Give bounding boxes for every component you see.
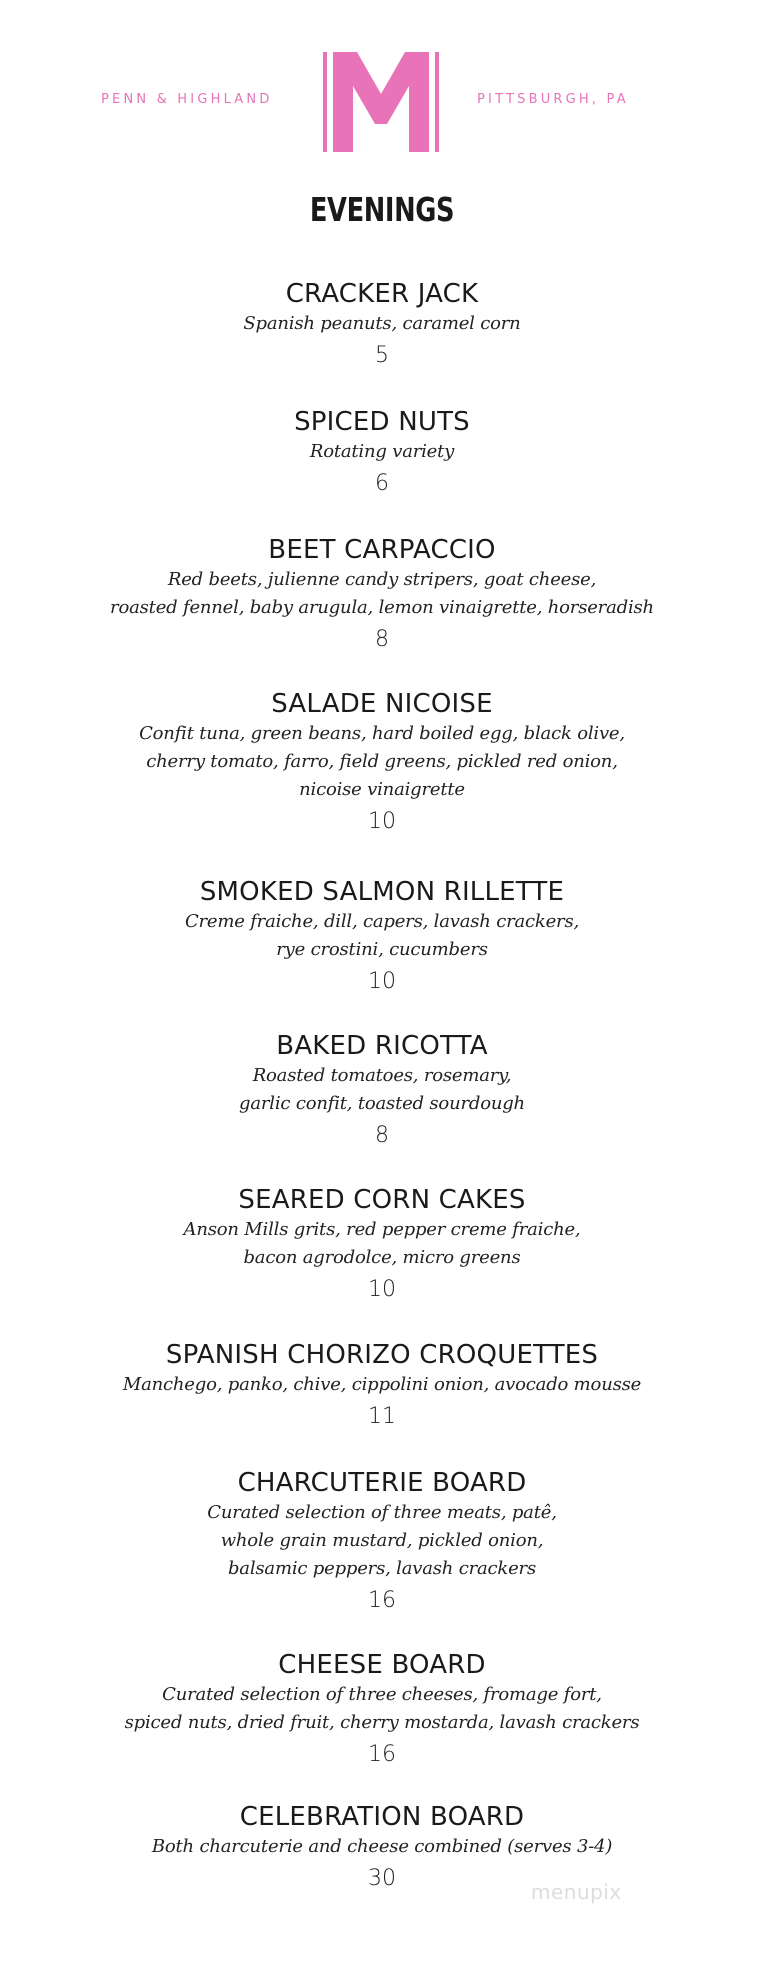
item-price: 16 — [368, 1588, 396, 1613]
item-description-line: Red beets, julienne candy stripers, goat cheese, — [167, 569, 597, 590]
item-description-line: whole grain mustard, pickled onion, — [220, 1530, 544, 1551]
item-description — [0, 1371, 764, 1399]
item-description — [0, 1681, 764, 1737]
item-name: BAKED RICOTTA — [276, 1031, 488, 1061]
item-description-line: garlic confit, toasted sourdough — [239, 1093, 525, 1114]
menu-item — [0, 406, 764, 500]
item-description — [0, 720, 764, 804]
item-description-line: roasted fennel, baby arugula, lemon vinaigrette, horseradish — [110, 597, 654, 618]
item-price: 5 — [375, 343, 389, 368]
item-description — [0, 1833, 764, 1861]
item-name: SPICED NUTS — [294, 407, 470, 437]
item-name: SPANISH CHORIZO CROQUETTES — [165, 1340, 599, 1370]
item-description — [0, 438, 764, 466]
item-description-line: Anson Mills grits, red pepper creme fraiche, — [183, 1219, 581, 1240]
section-title: EVENINGS — [309, 190, 455, 229]
item-description-line: spiced nuts, dried fruit, cherry mostarda, lavash crackers — [124, 1712, 640, 1733]
item-name: CHARCUTERIE BOARD — [237, 1468, 527, 1498]
menu-item — [0, 1339, 764, 1433]
item-description — [0, 1062, 764, 1118]
item-price: 8 — [375, 1123, 389, 1148]
menu-item — [0, 534, 764, 656]
menu-item — [0, 278, 764, 372]
item-name: SMOKED SALMON RILLETTE — [199, 877, 565, 907]
item-description-line: Rotating variety — [309, 441, 455, 462]
menu-item — [0, 1467, 764, 1617]
watermark: menupix — [531, 1880, 622, 1904]
item-name: SEARED CORN CAKES — [238, 1185, 526, 1215]
item-price: 10 — [368, 1277, 396, 1302]
menu-item — [0, 1649, 764, 1771]
item-price: 10 — [368, 969, 396, 994]
item-description-line: Confit tuna, green beans, hard boiled egg, black olive, — [139, 723, 625, 744]
item-name: CELEBRATION BOARD — [239, 1802, 525, 1832]
item-description-line: Spanish peanuts, caramel corn — [243, 313, 521, 334]
item-name: CRACKER JACK — [285, 279, 479, 309]
item-description-line: balsamic peppers, lavash crackers — [227, 1558, 536, 1579]
menu-item — [0, 1030, 764, 1152]
item-description-line: nicoise vinaigrette — [299, 779, 465, 800]
item-description-line: Roasted tomatoes, rosemary, — [252, 1065, 512, 1086]
item-description-line: Manchego, panko, chive, cippolini onion, avocado mousse — [122, 1374, 642, 1395]
menu-item — [0, 1801, 764, 1895]
item-description-line: bacon agrodolce, micro greens — [243, 1247, 521, 1268]
item-description-line: Both charcuterie and cheese combined (serves 3-4) — [151, 1836, 613, 1857]
item-name: BEET CARPACCIO — [268, 535, 496, 565]
menu-item — [0, 876, 764, 998]
item-description — [0, 908, 764, 964]
item-price: 10 — [368, 809, 396, 834]
menu-item — [0, 688, 764, 838]
item-description-line: rye crostini, cucumbers — [276, 939, 488, 960]
location-city: PITTSBURGH, PA — [477, 92, 629, 107]
item-price: 8 — [375, 627, 389, 652]
item-name: CHEESE BOARD — [278, 1650, 486, 1680]
item-description — [0, 566, 764, 622]
menu-item — [0, 1184, 764, 1306]
item-name: SALADE NICOISE — [271, 689, 493, 719]
item-description-line: Curated selection of three cheeses, fromage fort, — [162, 1684, 602, 1705]
menu-header — [0, 52, 764, 152]
item-description-line: Creme fraiche, dill, capers, lavash crackers, — [184, 911, 580, 932]
m-logo-icon — [323, 52, 439, 152]
location-street: PENN & HIGHLAND — [101, 92, 273, 107]
item-price: 11 — [368, 1404, 396, 1429]
item-description-line: cherry tomato, farro, field greens, pickled red onion, — [146, 751, 618, 772]
item-description-line: Curated selection of three meats, patê, — [207, 1502, 557, 1523]
item-description — [0, 1499, 764, 1583]
item-price: 16 — [368, 1742, 396, 1767]
item-description — [0, 310, 764, 338]
item-price: 6 — [375, 471, 389, 496]
item-price: 30 — [368, 1866, 396, 1891]
item-description — [0, 1216, 764, 1272]
